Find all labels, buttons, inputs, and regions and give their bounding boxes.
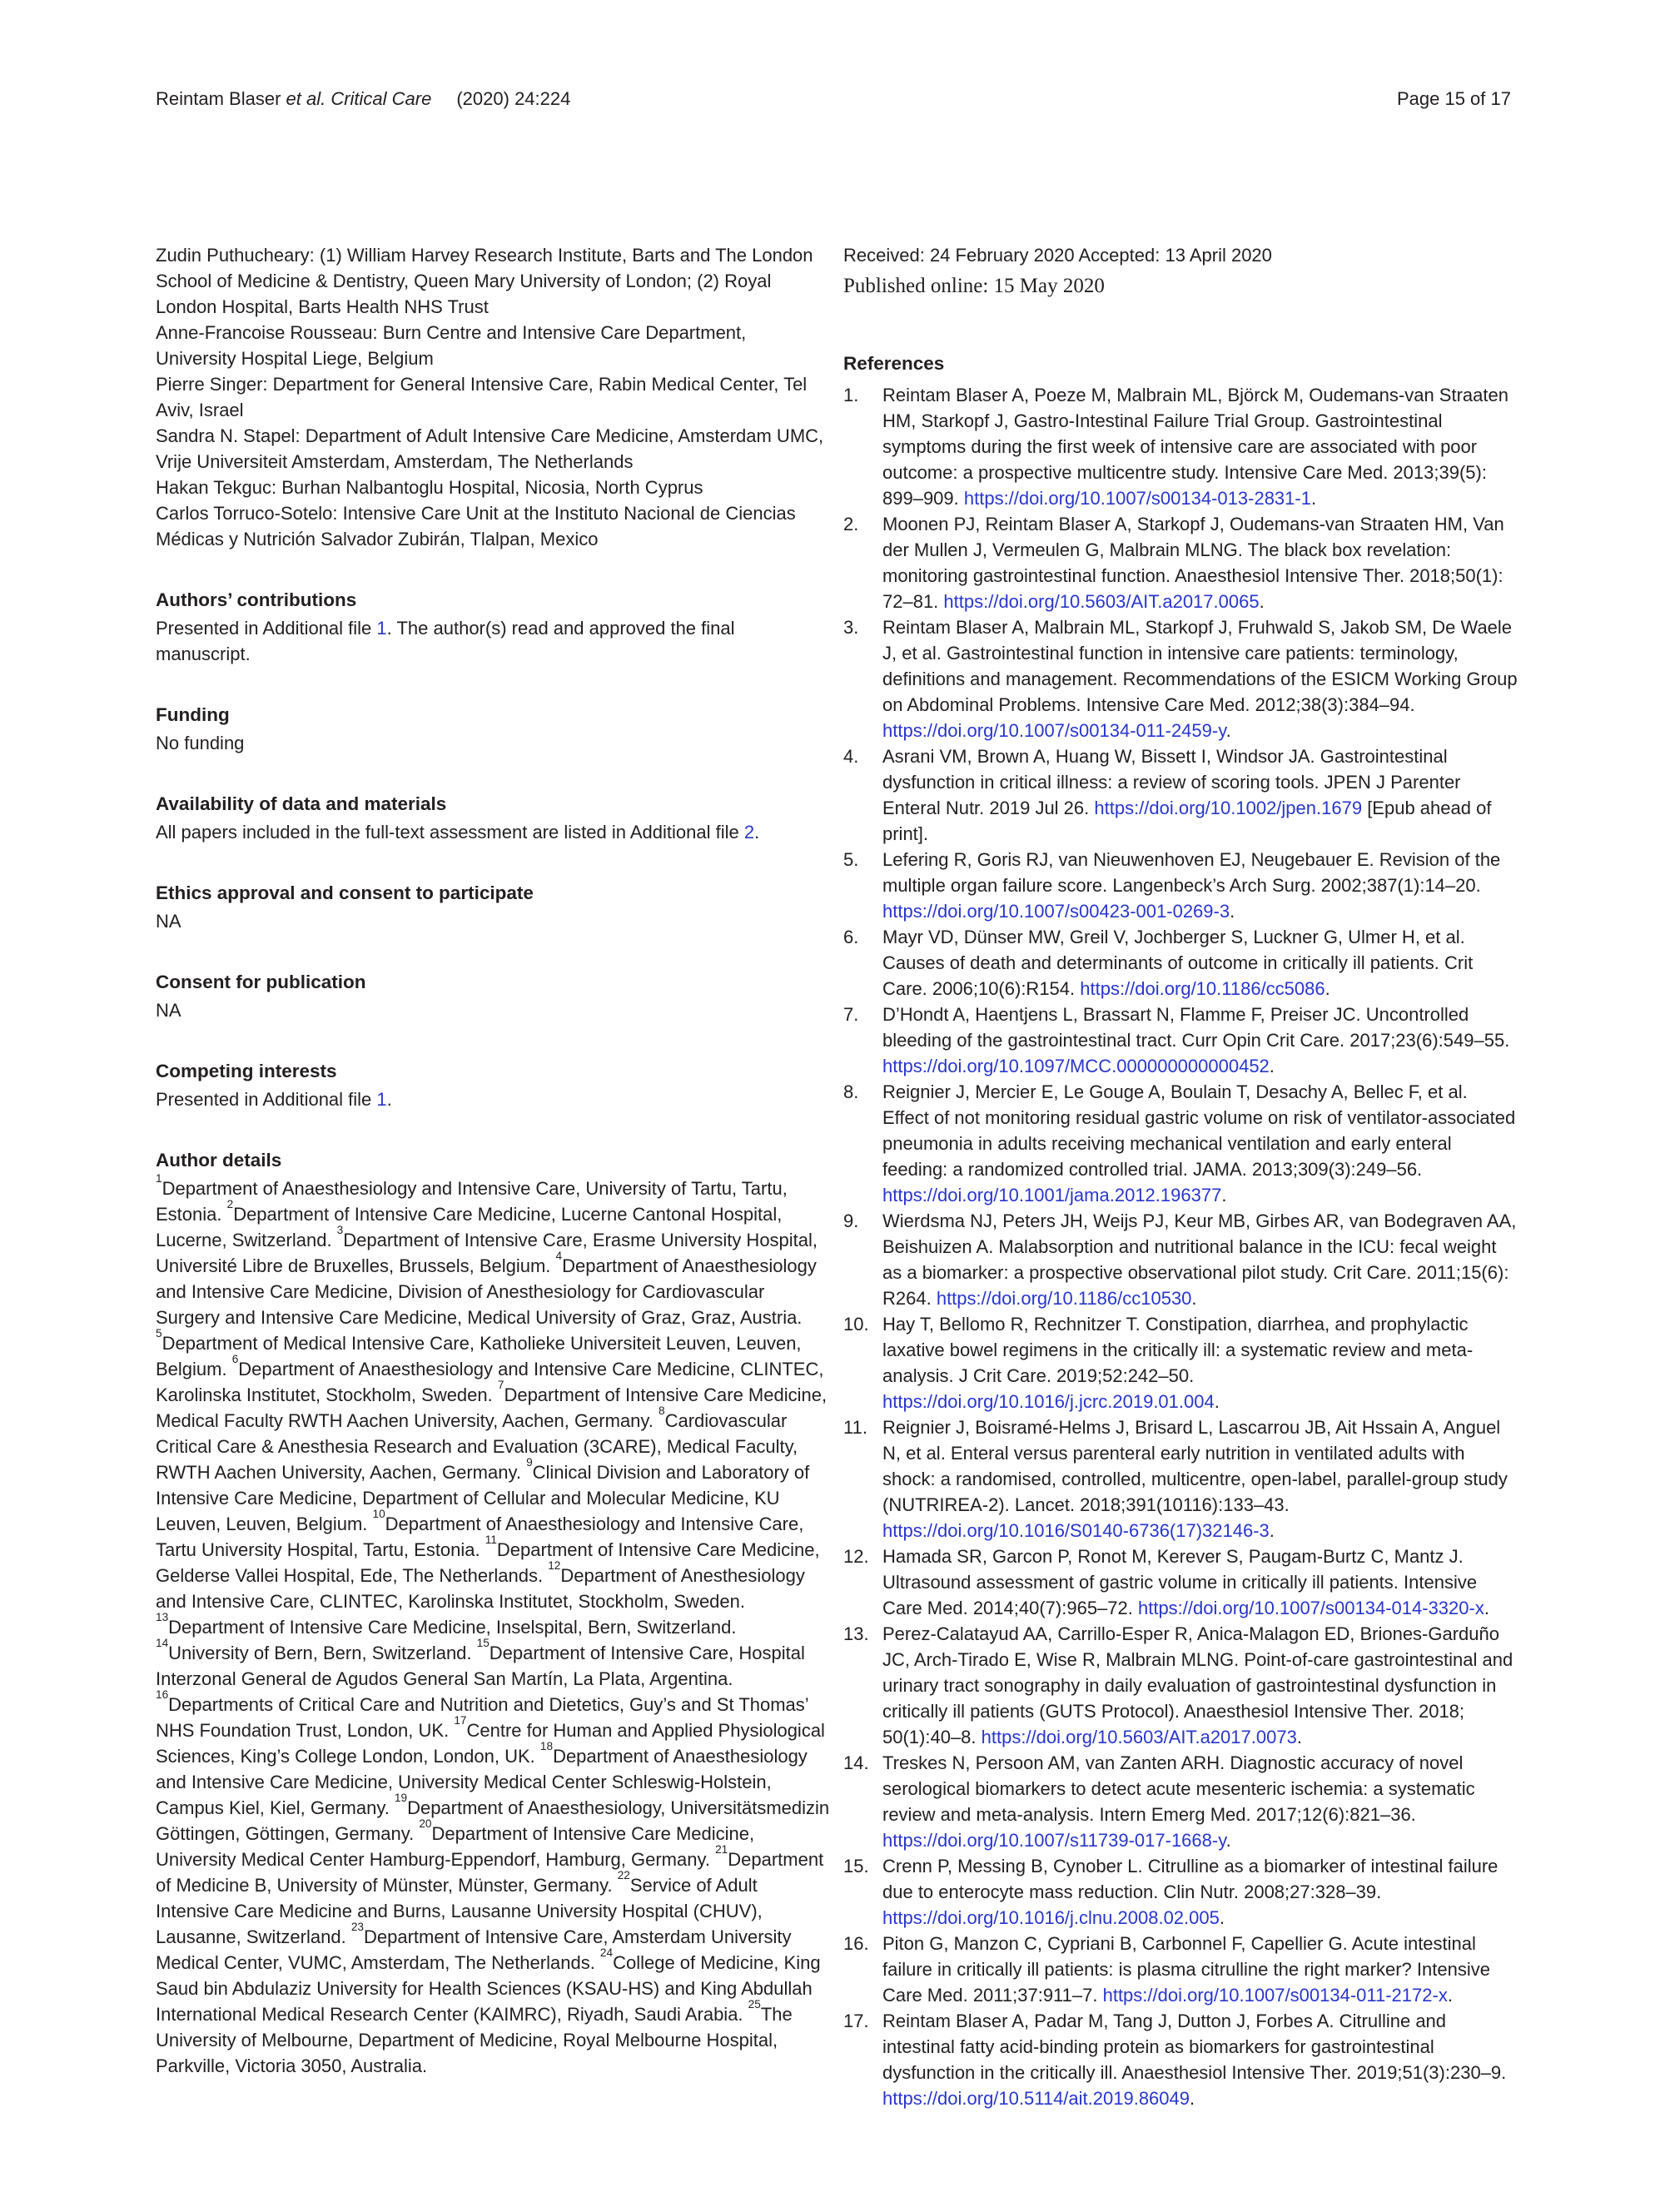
reference-text: Hamada SR, Garcon P, Ronot M, Kerever S, Paugam-Burtz C, Mantz J. Ultrasound assessment of gastric volume in critically ill patients. Intensive Care Med. 2014;40(7):965–72. https://doi.org/10.1007/s00134-014-3320-x.: [882, 1546, 1489, 1618]
reference-text: Reintam Blaser A, Malbrain ML, Starkopf J, Fruhwald S, Jakob SM, De Waele J, et al. Gastrointestinal function in intensive care patients: terminology, definitions and management. Recommendations of the ESICM Working Group on Abdominal Problems. Intensive Care Med. 2012;38(3):384–94. https://doi.org/10.1007/s00134-011-2459-y.: [882, 617, 1518, 741]
affiliation-note: Anne-Francoise Rousseau: Burn Centre and Intensive Care Department, University Hospital Liege, Belgium: [156, 322, 747, 369]
doi-link[interactable]: https://doi.org/10.1007/s00134-011-2172-x: [1102, 1985, 1448, 2006]
reference-number: 16.: [843, 1933, 869, 1954]
reference-text: Treskes N, Persoon AM, van Zanten ARH. Diagnostic accuracy of novel serological biomarkers to detect acute mesenteric ischemia: a systematic review and meta-analysis. Intern Emerg Med. 2017;12(6):821–36. https://doi.org/10.1007/s11739-017-1668-y.: [882, 1752, 1475, 1851]
affiliation-note: Zudin Puthucheary: (1) William Harvey Research Institute, Barts and The London School of Medicine & Dentistry, Queen Mary University of London; (2) Royal London Hospital, Barts Health NHS Trust: [156, 245, 813, 317]
reference-item: [843, 511, 1518, 614]
affiliation-superscript: 22: [617, 1868, 630, 1881]
reference-number: 4.: [843, 746, 859, 767]
doi-link[interactable]: https://doi.org/10.1007/s11739-017-1668-y: [882, 1830, 1226, 1851]
section-paragraph: Presented in Additional file 1.: [156, 1089, 392, 1110]
right-column: [843, 242, 1518, 2111]
affiliation-superscript: 10: [372, 1507, 385, 1520]
reference-item: [843, 1853, 1518, 1931]
reference-item: [843, 1002, 1518, 1079]
doi-link[interactable]: https://doi.org/10.1007/s00134-013-2831-1: [963, 488, 1311, 509]
section-heading: Author details: [156, 1150, 282, 1171]
affiliation-superscript: 9: [526, 1455, 533, 1469]
section: [156, 1147, 830, 2079]
running-head: [156, 86, 570, 112]
reference-item: [843, 1621, 1518, 1750]
received-accepted-line: Received: 24 February 2020 Accepted: 13 April 2020: [843, 245, 1272, 266]
reference-number: 17.: [843, 2011, 869, 2031]
doi-link[interactable]: https://doi.org/10.1186/cc10530: [936, 1288, 1192, 1309]
doi-link[interactable]: https://doi.org/10.1007/s00134-011-2459-y: [882, 720, 1226, 741]
reference-text: Lefering R, Goris RJ, van Nieuwenhoven EJ, Neugebauer E. Revision of the multiple organ failure score. Langenbeck’s Arch Surg. 2002;387(1):14–20. https://doi.org/10.1007/s00423-001-0269-3.: [882, 849, 1501, 922]
reference-item: [843, 2008, 1518, 2111]
doi-link[interactable]: https://doi.org/10.1007/s00134-014-3320-x: [1137, 1598, 1484, 1618]
reference-item: [843, 1311, 1518, 1414]
reference-item: [843, 1208, 1518, 1311]
reference-number: 5.: [843, 849, 859, 870]
reference-number: 6.: [843, 927, 859, 947]
reference-text: Reignier J, Boisramé-Helms J, Brisard L, Lascarrou JB, Ait Hssain A, Anguel N, et al. Enteral versus parenteral early nutrition in ventilated adults with shock: a randomised, controlled, multicentre, open-label, parallel-group study (NUTRIREA-2). Lancet. 2018;391(10116):133–43. https://doi.org/10.1016/S0140-6736(17)32146-3.: [882, 1417, 1508, 1541]
affiliation-superscript: 14: [156, 1636, 169, 1649]
section: [156, 1058, 830, 1112]
reference-number: 11.: [843, 1417, 867, 1438]
reference-item: [843, 1079, 1518, 1208]
affiliation-superscript: 18: [539, 1739, 554, 1752]
doi-link[interactable]: https://doi.org/10.5114/ait.2019.86049: [882, 2088, 1190, 2109]
reference-number: 3.: [843, 617, 859, 638]
reference-text: Perez-Calatayud AA, Carrillo-Esper R, Anica-Malagon ED, Briones-Garduño JC, Arch-Tirado E, Wise R, Malbrain MLNG. Point-of-care gastrointestinal and urinary tract sonography in daily evaluation of gastrointestinal dysfunction in critically ill patients (GUTS Protocol). Anaesthesiol Intensive Ther. 2018; 50(1):40–8. https://doi.org/10.5603/AIT.a2017.0073.: [882, 1623, 1513, 1747]
reference-text: Moonen PJ, Reintam Blaser A, Starkopf J, Oudemans-van Straaten HM, Van der Mullen J, Vermeulen G, Malbrain MLNG. The black box revelation: monitoring gastrointestinal function. Anaesthesiol Intensive Ther. 2018;50(1): 72–81. https://doi.org/10.5603/AIT.a2017.0065.: [882, 514, 1504, 612]
reference-number: 13.: [843, 1623, 869, 1644]
reference-number: 12.: [843, 1546, 869, 1567]
reference-number: 2.: [843, 514, 859, 534]
affiliation-superscript: 7: [497, 1378, 504, 1391]
doi-link[interactable]: https://doi.org/10.1016/j.clnu.2008.02.005: [882, 1907, 1220, 1928]
reference-number: 7.: [843, 1004, 859, 1025]
reference-text: Asrani VM, Brown A, Huang W, Bissett I, Windsor JA. Gastrointestinal dysfunction in critical illness: a review of scoring tools. JPEN J Parenter Enteral Nutr. 2019 Jul 26. https://doi.org/10.1002/jpen.1679 [Epub ahead of print].: [882, 746, 1492, 844]
doi-link[interactable]: https://doi.org/10.1007/s00423-001-0269-3: [882, 901, 1230, 922]
doi-link[interactable]: https://doi.org/10.1097/MCC.000000000000452: [882, 1056, 1270, 1076]
reference-item: [843, 1931, 1518, 2008]
affiliation-superscript: 25: [748, 1997, 761, 2011]
affiliation-superscript: 4: [555, 1249, 563, 1262]
reference-number: 9.: [843, 1210, 859, 1231]
section-paragraph: No funding: [156, 733, 245, 753]
doi-link[interactable]: https://doi.org/10.5603/AIT.a2017.0065: [943, 591, 1260, 612]
affiliation-superscript: 20: [419, 1817, 432, 1830]
affiliation-superscript: 12: [548, 1558, 561, 1572]
section-paragraph: NA: [156, 1000, 181, 1021]
running-head-citation: (2020) 24:224: [456, 88, 571, 109]
section: [156, 880, 830, 934]
affiliation-note: Sandra N. Stapel: Department of Adult Intensive Care Medicine, Amsterdam UMC, Vrije Universiteit Amsterdam, Amsterdam, The Netherlands: [156, 425, 824, 472]
affiliation-superscript: 2: [226, 1197, 234, 1210]
page-number: Page 15 of 17: [1396, 88, 1511, 109]
additional-file-link[interactable]: 2: [743, 822, 755, 843]
doi-link[interactable]: https://doi.org/10.1002/jpen.1679: [1094, 798, 1363, 818]
affiliation-note: Carlos Torruco-Sotelo: Intensive Care Unit at the Instituto Nacional de Ciencias Médicas y Nutrición Salvador Zubirán, Tlalpan, Mexico: [156, 503, 796, 549]
reference-item: [843, 1543, 1518, 1621]
running-head-authors: Reintam Blaser: [156, 88, 286, 109]
affiliation-superscript: 21: [715, 1842, 728, 1856]
additional-file-link[interactable]: 1: [376, 618, 387, 639]
reference-item: [843, 924, 1518, 1002]
section-heading: Ethics approval and consent to participate: [156, 882, 534, 903]
doi-link[interactable]: https://doi.org/10.1186/cc5086: [1080, 978, 1325, 999]
section-heading: Funding: [156, 704, 230, 725]
reference-text: Mayr VD, Dünser MW, Greil V, Jochberger S, Luckner G, Ulmer H, et al. Causes of death and determinants of outcome in critically ill patients. Crit Care. 2006;10(6):R154. https://doi.org/10.1186/cc5086.: [882, 927, 1474, 999]
author-details-paragraph: $^1$Department of Anaesthesiology and Intensive Care, University of Tartu, Tartu, Estonia. $^2$Department of Intensive Care Medicine, Lucerne Cantonal Hospital, Lucerne, Switzerland. $^3$Department of Intensive Care, Erasme University Hospital, Université Libre de Bruxelles, Brussels, Belgium. $^4$Department of Anaesthesiology and Intensive Care Medicine, Division of Anesthesiology for Cardiovascular Surgery and Intensive Care Medicine, Medical University of Graz, Graz, Austria. $^5$Department of Medical Intensive Care, Katholieke Universiteit Leuven, Leuven, Belgium. $^6$Department of Anaesthesiology and Intensive Care Medicine, CLINTEC, Karolinska Institutet, Stockholm, Sweden. $^7$Department of Intensive Care Medicine, Medical Faculty RWTH Aachen University, Aachen, Germany. $^8$Cardiovascular Critical Care & Anesthesia Research and Evaluation (3CARE), Medical Faculty, RWTH Aachen University, Aachen, Germany. $^9$Clinical Division and Laboratory of Intensive Care Medicine, Department of Cellular and Molecular Medicine, KU Leuven, Leuven, Belgium. $^{10}$Department of Anaesthesiology and Intensive Care, Tartu University Hospital, Tartu, Estonia. $^{11}$Department of Intensive Care Medicine, Gelderse Vallei Hospital, Ede, The Netherlands. $^{12}$Department of Anesthesiology and Intensive Care, CLINTEC, Karolinska Institutet, Stockholm, Sweden. $^{13}$Department of Intensive Care Medicine, Inselspital, Bern, Switzerland. $^{14}$University of Bern, Bern, Switzerland. $^{15}$Department of Intensive Care, Hospital Interzonal General de Agudos General San Martín, La Plata, Argentina. $^{16}$Departments of Critical Care and Nutrition and Dietetics, Guy’s and St Thomas’ NHS Foundation Trust, London, UK. $^{17}$Centre for Human and Applied Physiological Sciences, King’s College London, London, UK. $^{18}$Department of Anaesthesiology and Intensive Care Medicine, University Medical Center Schleswig-Holstein, Campus Kiel, Kiel, Germany. $^{19}$Department of Anaesthesiology, Universitätsmedizin Göttingen, Göttingen, Germany. $^{20}$Department of Intensive Care Medicine, University Medical Center Hamburg-Eppendorf, Hamburg, Germany. $^{21}$Department of Medicine B, University of Münster, Münster, Germany. $^{22}$Service of Adult Intensive Care Medicine and Burns, Lausanne University Hospital (CHUV), Lausanne, Switzerland. $^{23}$Department of Intensive Care, Amsterdam University Medical Center, VUMC, Amsterdam, The Netherlands. $^{24}$College of Medicine, King Saud bin Abdulaziz University for Health Sciences (KSAU-HS) and King Abdullah International Medical Research Center (KAIMRC), Riyadh, Saudi Arabia. $^{25}$The University of Melbourne, Department of Medicine, Royal Melbourne Hospital, Parkville, Victoria 3050, Australia.: [156, 1171, 830, 2076]
doi-link[interactable]: https://doi.org/10.1016/j.jcrc.2019.01.004: [882, 1391, 1215, 1412]
reference-text: Piton G, Manzon C, Cypriani B, Carbonnel F, Capellier G. Acute intestinal failure in critically ill patients: is plasma citrulline the right marker? Intensive Care Med. 2011;37:911–7. https://doi.org/10.1007/s00134-011-2172-x.: [882, 1933, 1490, 2006]
affiliation-superscript: 16: [156, 1688, 169, 1701]
section-heading: Consent for publication: [156, 972, 366, 992]
affiliation-superscript: 1: [156, 1171, 162, 1185]
page-header: [156, 86, 1511, 112]
reference-text: D’Hondt A, Haentjens L, Brassart N, Flamme F, Preiser JC. Uncontrolled bleeding of the gastrointestinal tract. Curr Opin Crit Care. 2017;23(6):549–55. https://doi.org/10.1097/MCC.000000000000452.: [882, 1004, 1510, 1076]
reference-text: Reintam Blaser A, Poeze M, Malbrain ML, Björck M, Oudemans-van Straaten HM, Starkopf J, Gastro-Intestinal Failure Trial Group. Gastrointestinal symptoms during the first week of intensive care are associated with poor outcome: a prospective multicentre study. Intensive Care Med. 2013;39(5): 899–909. https://doi.org/10.1007/s00134-013-2831-1.: [882, 385, 1508, 509]
affiliation-superscript: 15: [476, 1636, 490, 1649]
reference-number: 8.: [843, 1081, 859, 1102]
doi-link[interactable]: https://doi.org/10.1016/S0140-6736(17)32146-3: [882, 1520, 1270, 1541]
section-heading: Availability of data and materials: [156, 793, 447, 814]
affiliation-superscript: 11: [485, 1533, 497, 1546]
doi-link[interactable]: https://doi.org/10.5603/AIT.a2017.0073: [981, 1727, 1297, 1747]
running-head-journal: et al. Critical Care: [286, 88, 432, 109]
doi-link[interactable]: https://doi.org/10.1001/jama.2012.196377: [882, 1185, 1222, 1205]
reference-number: 10.: [843, 1314, 869, 1335]
section-heading: Authors’ contributions: [156, 589, 357, 610]
references-heading: References: [843, 353, 945, 374]
affiliation-superscript: 23: [350, 1920, 364, 1933]
reference-text: Crenn P, Messing B, Cynober L. Citrulline as a biomarker of intestinal failure due to enterocyte mass reduction. Clin Nutr. 2008;27:328–39. https://doi.org/10.1016/j.clnu.2008.02.005.: [882, 1856, 1498, 1928]
reference-number: 15.: [843, 1856, 869, 1876]
affiliation-superscript: 13: [156, 1610, 169, 1623]
affiliation-superscript: 3: [336, 1223, 344, 1236]
reference-number: 1.: [843, 385, 859, 405]
reference-item: [843, 382, 1518, 511]
reference-text: Reignier J, Mercier E, Le Gouge A, Boulain T, Desachy A, Bellec F, et al. Effect of not monitoring residual gastric volume on risk of ventilator-associated pneumonia in adults receiving mechanical ventilation and early enteral feeding: a randomized controlled trial. JAMA. 2013;309(3):249–56. https://doi.org/10.1001/jama.2012.196377.: [882, 1081, 1516, 1205]
section-heading: Competing interests: [156, 1061, 337, 1081]
reference-text: Wierdsma NJ, Peters JH, Weijs PJ, Keur MB, Girbes AR, van Bodegraven AA, Beishuizen A. Malabsorption and nutritional balance in the ICU: fecal weight as a biomarker: a prospective observational pilot study. Crit Care. 2011;15(6): R264. https://doi.org/10.1186/cc10530.: [882, 1210, 1517, 1309]
reference-text: Hay T, Bellomo R, Rechnitzer T. Constipation, diarrhea, and prophylactic laxative bowel regimens in the critically ill: a systematic review and meta-analysis. J Crit Care. 2019;52:242–50. https://doi.org/10.1016/j.jcrc.2019.01.004.: [882, 1314, 1474, 1412]
section: [156, 702, 830, 756]
section-paragraph: Presented in Additional file 1. The author(s) read and approved the final manuscript.: [156, 618, 735, 664]
affiliation-superscript: 24: [599, 1946, 614, 1959]
reference-item: [843, 743, 1518, 847]
affiliation-note: Hakan Tekguc: Burhan Nalbantoglu Hospital, Nicosia, North Cyprus: [156, 477, 703, 498]
reference-text: Reintam Blaser A, Padar M, Tang J, Dutton J, Forbes A. Citrulline and intestinal fatty acid-binding protein as biomarkers for gastrointestinal dysfunction in the critically ill. Anaesthesiol Intensive Ther. 2019;51(3):230–9. https://doi.org/10.5114/ait.2019.86049.: [882, 2011, 1507, 2109]
affiliation-superscript: 6: [231, 1352, 239, 1365]
reference-item: [843, 1750, 1518, 1853]
reference-item: [843, 614, 1518, 743]
section: [156, 587, 830, 667]
section-paragraph: NA: [156, 911, 181, 932]
affiliation-superscript: 17: [454, 1713, 467, 1727]
section-paragraph: All papers included in the full-text assessment are listed in Additional file 2.: [156, 822, 760, 843]
affiliation-superscript: 5: [156, 1326, 162, 1340]
reference-item: [843, 847, 1518, 924]
affiliation-note: Pierre Singer: Department for General Intensive Care, Rabin Medical Center, Tel Aviv, Israel: [156, 374, 808, 420]
left-column: [156, 242, 830, 2079]
reference-number: 14.: [843, 1752, 869, 1773]
additional-file-link[interactable]: 1: [376, 1089, 387, 1110]
affiliation-superscript: 19: [394, 1791, 408, 1804]
section: [156, 791, 830, 845]
reference-item: [843, 1414, 1518, 1543]
published-online-line: Published online: 15 May 2020: [843, 275, 1105, 297]
affiliation-superscript: 8: [659, 1404, 665, 1417]
section: [156, 969, 830, 1023]
